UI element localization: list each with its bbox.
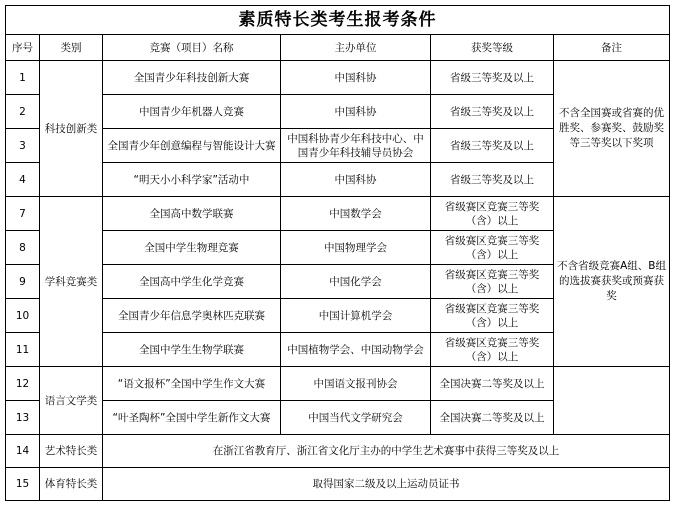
table-row (6, 367, 670, 401)
organizer: 中国物理学会 (281, 231, 431, 265)
competition-name: 全国高中数学联赛 (103, 197, 281, 231)
table-row (6, 435, 670, 468)
competition-name: 全国中学生物理竞赛 (103, 231, 281, 265)
table-row (6, 61, 670, 95)
competition-name: 全国青少年信息学奥林匹克联赛 (103, 299, 281, 333)
award-level: 省级赛区竞赛三等奖（含）以上 (431, 231, 554, 265)
header-name: 竞赛（项目）名称 (103, 35, 281, 61)
award-level: 省级赛区竞赛三等奖（含）以上 (431, 333, 554, 367)
award-level: 省级三等奖及以上 (431, 61, 554, 95)
header-category: 类别 (40, 35, 103, 61)
award-level: 省级赛区竞赛三等奖（含）以上 (431, 265, 554, 299)
award-level: 省级赛区竞赛三等奖（含）以上 (431, 197, 554, 231)
header-award: 获奖等级 (431, 35, 554, 61)
competition-name: “明天小小科学家”活动中 (103, 163, 281, 197)
header-row (6, 35, 670, 61)
requirements-table-container (5, 5, 669, 501)
organizer: 中国语文报刊协会 (281, 367, 431, 401)
table-row (6, 197, 670, 231)
organizer: 中国数学会 (281, 197, 431, 231)
award-level: 省级三等奖及以上 (431, 129, 554, 163)
category-language: 语言文学类 (40, 367, 103, 435)
row-no: 15 (6, 468, 40, 501)
note-subject: 不含省级竞赛A组、B组的选拔赛获奖或预赛获奖 (554, 197, 670, 367)
competition-name: 全国青少年创意编程与智能设计大赛 (103, 129, 281, 163)
award-level: 全国决赛二等奖及以上 (431, 367, 554, 401)
row-no: 7 (6, 197, 40, 231)
row-no: 1 (6, 61, 40, 95)
competition-name: 全国青少年科技创新大赛 (103, 61, 281, 95)
organizer: 中国植物学会、中国动物学会 (281, 333, 431, 367)
competition-name: 中国青少年机器人竞赛 (103, 95, 281, 129)
competition-name: 全国中学生生物学联赛 (103, 333, 281, 367)
header-organizer: 主办单位 (281, 35, 431, 61)
requirements-table (5, 5, 670, 501)
organizer: 中国科协青少年科技中心、中国青少年科技辅导员协会 (281, 129, 431, 163)
row-no: 3 (6, 129, 40, 163)
table-row (6, 468, 670, 501)
header-no: 序号 (6, 35, 40, 61)
organizer: 中国化学会 (281, 265, 431, 299)
row-no: 8 (6, 231, 40, 265)
sports-requirement: 取得国家二级及以上运动员证书 (103, 468, 670, 501)
table-title: 素质特长类考生报考条件 (6, 6, 670, 35)
award-level: 省级三等奖及以上 (431, 95, 554, 129)
organizer: 中国科协 (281, 61, 431, 95)
row-no: 10 (6, 299, 40, 333)
row-no: 13 (6, 401, 40, 435)
category-tech: 科技创新类 (40, 61, 103, 197)
organizer: 中国科协 (281, 163, 431, 197)
note-tech: 不含全国赛或省赛的优胜奖、参赛奖、鼓励奖等三等奖以下奖项 (554, 61, 670, 197)
category-subject: 学科竞赛类 (40, 197, 103, 367)
category-sports: 体育特长类 (40, 468, 103, 501)
organizer: 中国计算机学会 (281, 299, 431, 333)
award-level: 全国决赛二等奖及以上 (431, 401, 554, 435)
note-language-empty (554, 367, 670, 435)
row-no: 4 (6, 163, 40, 197)
art-requirement: 在浙江省教育厅、浙江省文化厅主办的中学生艺术赛事中获得三等奖及以上 (103, 435, 670, 468)
competition-name: “语文报杯”全国中学生作文大赛 (103, 367, 281, 401)
award-level: 省级赛区竞赛三等奖（含）以上 (431, 299, 554, 333)
category-art: 艺术特长类 (40, 435, 103, 468)
award-level: 省级三等奖及以上 (431, 163, 554, 197)
competition-name: 全国高中学生化学竞赛 (103, 265, 281, 299)
row-no: 11 (6, 333, 40, 367)
organizer: 中国科协 (281, 95, 431, 129)
row-no: 12 (6, 367, 40, 401)
header-notes: 备注 (554, 35, 670, 61)
row-no: 2 (6, 95, 40, 129)
row-no: 14 (6, 435, 40, 468)
organizer: 中国当代文学研究会 (281, 401, 431, 435)
row-no: 9 (6, 265, 40, 299)
competition-name: “叶圣陶杯”全国中学生新作文大赛 (103, 401, 281, 435)
